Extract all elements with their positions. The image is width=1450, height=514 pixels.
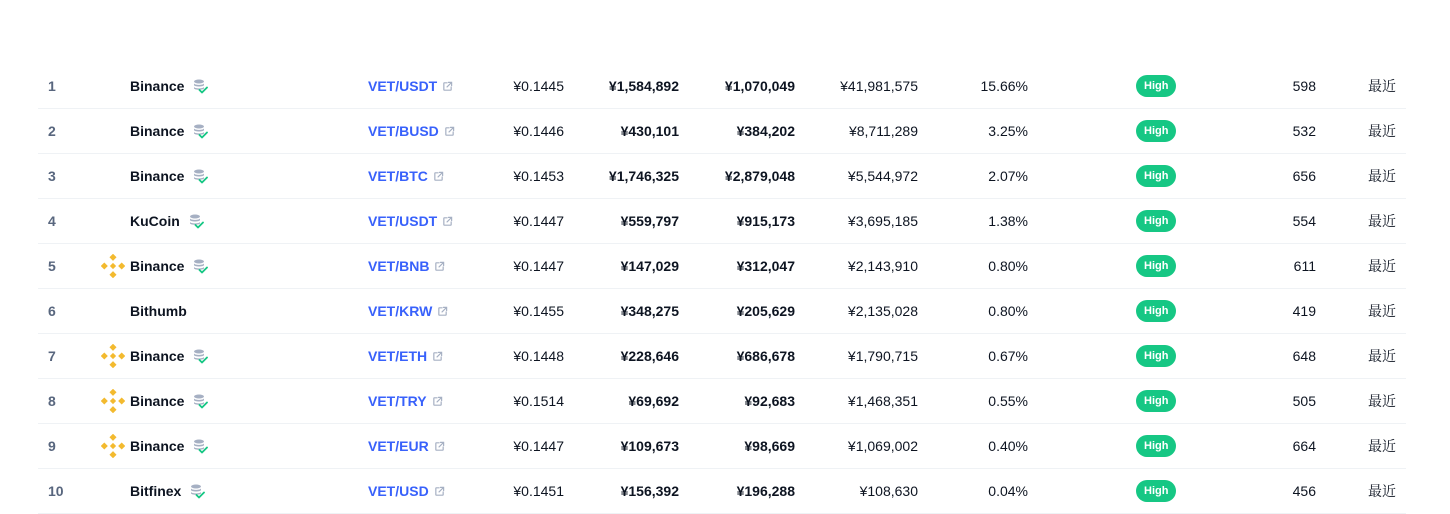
- table-row[interactable]: [38, 424, 1406, 469]
- depth-minus-2: ¥1,070,049: [724, 78, 795, 94]
- price: ¥0.1453: [513, 168, 564, 184]
- updated: 最近: [1368, 438, 1396, 454]
- exchange-logo: [100, 424, 126, 468]
- volume-percent: 1.38%: [988, 213, 1028, 229]
- exchange-logo: [100, 109, 126, 153]
- external-link-icon[interactable]: [434, 261, 445, 272]
- exchange-name[interactable]: Binance: [130, 123, 185, 139]
- external-link-icon[interactable]: [434, 441, 445, 452]
- pair-link[interactable]: VET/BNB: [368, 258, 430, 274]
- pair-cell[interactable]: [368, 289, 448, 333]
- liquidity-score: 611: [1293, 258, 1316, 274]
- liquidity-score: 456: [1292, 483, 1316, 499]
- table-row[interactable]: [38, 379, 1406, 424]
- exchange-cell[interactable]: [130, 244, 208, 288]
- depth-minus-2: ¥92,683: [744, 393, 795, 409]
- external-link-icon[interactable]: [433, 171, 444, 182]
- exchange-name[interactable]: Binance: [130, 438, 185, 454]
- pair-link[interactable]: VET/EUR: [368, 438, 429, 454]
- rank: 8: [48, 393, 56, 409]
- confidence-cell: [1136, 334, 1176, 378]
- exchange-cell[interactable]: [130, 334, 208, 378]
- confidence-cell: [1136, 379, 1176, 423]
- liquidity-score: 554: [1292, 213, 1316, 229]
- price: ¥0.1448: [513, 348, 564, 364]
- confidence-cell: [1136, 64, 1176, 108]
- volume-percent: 0.80%: [988, 303, 1028, 319]
- confidence-badge: High: [1136, 390, 1176, 412]
- volume-percent: 3.25%: [988, 123, 1028, 139]
- pair-link[interactable]: VET/BTC: [368, 168, 428, 184]
- confidence-cell: [1136, 424, 1176, 468]
- liquidity-score: 598: [1292, 78, 1316, 94]
- volume-percent: 15.66%: [980, 78, 1028, 94]
- volume-24h: ¥1,069,002: [847, 438, 918, 454]
- confidence-badge: High: [1136, 165, 1176, 187]
- rank: 6: [48, 303, 56, 319]
- external-link-icon[interactable]: [432, 396, 443, 407]
- updated: 最近: [1368, 348, 1396, 364]
- pair-cell[interactable]: [368, 334, 443, 378]
- pair-cell[interactable]: [368, 199, 453, 243]
- volume-24h: ¥2,135,028: [847, 303, 918, 319]
- table-row[interactable]: [38, 109, 1406, 154]
- confidence-badge: High: [1136, 75, 1176, 97]
- depth-minus-2: ¥2,879,048: [724, 168, 795, 184]
- pair-link[interactable]: VET/BUSD: [368, 123, 439, 139]
- pair-cell[interactable]: [368, 244, 445, 288]
- exchange-name[interactable]: KuCoin: [130, 213, 180, 229]
- external-link-icon[interactable]: [437, 306, 448, 317]
- confidence-cell: [1136, 199, 1176, 243]
- exchange-name[interactable]: Binance: [130, 168, 185, 184]
- binance-logo-icon: [101, 254, 125, 278]
- external-link-icon[interactable]: [434, 486, 445, 497]
- exchange-name[interactable]: Binance: [130, 348, 185, 364]
- volume-percent: 0.40%: [988, 438, 1028, 454]
- depth-minus-2: ¥312,047: [736, 258, 795, 274]
- confidence-badge: High: [1136, 435, 1176, 457]
- pair-cell[interactable]: [368, 379, 443, 423]
- pair-link[interactable]: VET/KRW: [368, 303, 433, 319]
- updated: 最近: [1368, 123, 1396, 139]
- depth-minus-2: ¥98,669: [744, 438, 795, 454]
- depth-plus-2: ¥430,101: [620, 123, 679, 139]
- liquidity-score: 419: [1292, 303, 1316, 319]
- rank: 2: [48, 123, 56, 139]
- external-link-icon[interactable]: [444, 126, 455, 137]
- exchange-cell[interactable]: [130, 64, 208, 108]
- depth-plus-2: ¥559,797: [620, 213, 679, 229]
- volume-24h: ¥8,711,289: [848, 123, 918, 139]
- exchange-logo: [100, 64, 126, 108]
- volume-24h: ¥1,790,715: [847, 348, 918, 364]
- rank: 9: [48, 438, 56, 454]
- price: ¥0.1455: [513, 303, 564, 319]
- markets-table: [38, 64, 1406, 514]
- pair-cell[interactable]: [368, 154, 444, 198]
- proof-of-reserves-icon[interactable]: [192, 348, 208, 364]
- confidence-cell: [1136, 244, 1176, 288]
- proof-of-reserves-icon[interactable]: [192, 78, 208, 94]
- rank: 10: [48, 483, 64, 499]
- table-row[interactable]: [38, 199, 1406, 244]
- confidence-badge: High: [1136, 300, 1176, 322]
- binance-logo-icon: [101, 434, 125, 458]
- rank: 7: [48, 348, 56, 364]
- volume-percent: 0.67%: [988, 348, 1028, 364]
- volume-percent: 0.55%: [988, 393, 1028, 409]
- pair-cell[interactable]: [368, 109, 455, 153]
- volume-24h: ¥1,468,351: [847, 393, 918, 409]
- confidence-badge: High: [1136, 480, 1176, 502]
- rank: 3: [48, 168, 56, 184]
- exchange-name[interactable]: Bithumb: [130, 303, 187, 319]
- liquidity-score: 648: [1292, 348, 1316, 364]
- price: ¥0.1447: [513, 438, 564, 454]
- external-link-icon[interactable]: [432, 351, 443, 362]
- exchange-cell[interactable]: [130, 154, 208, 198]
- binance-logo-icon: [101, 389, 125, 413]
- volume-24h: ¥5,544,972: [847, 168, 918, 184]
- liquidity-score: 664: [1292, 438, 1316, 454]
- depth-minus-2: ¥205,629: [736, 303, 795, 319]
- table-row[interactable]: [38, 154, 1406, 199]
- pair-cell[interactable]: [368, 424, 445, 468]
- volume-percent: 0.80%: [988, 258, 1028, 274]
- depth-plus-2: ¥147,029: [620, 258, 679, 274]
- exchange-logo: [100, 379, 126, 423]
- proof-of-reserves-icon[interactable]: [192, 168, 208, 184]
- external-link-icon[interactable]: [442, 216, 453, 227]
- confidence-cell: [1136, 469, 1176, 513]
- table-row[interactable]: [38, 64, 1406, 109]
- exchange-logo: [100, 199, 126, 243]
- updated: 最近: [1368, 393, 1396, 409]
- price: ¥0.1446: [513, 123, 564, 139]
- price: ¥0.1445: [513, 78, 564, 94]
- volume-24h: ¥3,695,185: [847, 213, 918, 229]
- depth-plus-2: ¥228,646: [620, 348, 679, 364]
- price: ¥0.1447: [513, 258, 564, 274]
- rank: 5: [48, 258, 56, 274]
- depth-plus-2: ¥1,584,892: [608, 78, 679, 94]
- confidence-cell: [1136, 289, 1176, 333]
- volume-24h: ¥108,630: [859, 483, 918, 499]
- updated: 最近: [1368, 483, 1396, 499]
- proof-of-reserves-icon[interactable]: [192, 393, 208, 409]
- liquidity-score: 656: [1292, 168, 1316, 184]
- exchange-cell[interactable]: [130, 199, 204, 243]
- depth-minus-2: ¥384,202: [736, 123, 795, 139]
- exchange-name[interactable]: Binance: [130, 258, 185, 274]
- exchange-logo: [100, 154, 126, 198]
- price: ¥0.1447: [513, 213, 564, 229]
- exchange-name[interactable]: Bitfinex: [130, 483, 182, 499]
- exchange-logo: [100, 334, 126, 378]
- updated: 最近: [1368, 258, 1396, 274]
- depth-minus-2: ¥915,173: [736, 213, 795, 229]
- table-row[interactable]: [38, 244, 1406, 289]
- proof-of-reserves-icon[interactable]: [188, 213, 204, 229]
- confidence-cell: [1136, 109, 1176, 153]
- rank: 4: [48, 213, 56, 229]
- binance-logo-icon: [101, 344, 125, 368]
- table-row[interactable]: [38, 289, 1406, 334]
- exchange-cell[interactable]: [130, 109, 208, 153]
- liquidity-score: 532: [1292, 123, 1316, 139]
- liquidity-score: 505: [1292, 393, 1316, 409]
- confidence-badge: High: [1136, 120, 1176, 142]
- updated: 最近: [1368, 213, 1396, 229]
- updated: 最近: [1368, 303, 1396, 319]
- depth-minus-2: ¥196,288: [736, 483, 795, 499]
- exchange-logo: [100, 244, 126, 288]
- pair-link[interactable]: VET/USDT: [368, 213, 438, 229]
- volume-24h: ¥41,981,575: [840, 78, 918, 94]
- confidence-badge: High: [1136, 255, 1176, 277]
- confidence-cell: [1136, 154, 1176, 198]
- table-row[interactable]: [38, 469, 1406, 514]
- table-row[interactable]: [38, 334, 1406, 379]
- pair-link[interactable]: VET/TRY: [368, 393, 427, 409]
- confidence-badge: High: [1136, 210, 1176, 232]
- exchange-cell[interactable]: [130, 289, 187, 333]
- price: ¥0.1514: [513, 393, 564, 409]
- depth-plus-2: ¥109,673: [620, 438, 679, 454]
- pair-link[interactable]: VET/ETH: [368, 348, 428, 364]
- external-link-icon[interactable]: [442, 81, 453, 92]
- pair-cell[interactable]: [368, 64, 453, 108]
- exchange-cell[interactable]: [130, 424, 208, 468]
- exchange-name[interactable]: Binance: [130, 78, 185, 94]
- exchange-cell[interactable]: [130, 379, 208, 423]
- updated: 最近: [1368, 78, 1396, 94]
- volume-percent: 0.04%: [988, 483, 1028, 499]
- depth-minus-2: ¥686,678: [736, 348, 795, 364]
- exchange-logo: [100, 469, 126, 513]
- pair-link[interactable]: VET/USD: [368, 483, 429, 499]
- pair-cell[interactable]: [368, 469, 445, 513]
- depth-plus-2: ¥69,692: [628, 393, 679, 409]
- depth-plus-2: ¥348,275: [620, 303, 679, 319]
- updated: 最近: [1368, 168, 1396, 184]
- exchange-name[interactable]: Binance: [130, 393, 185, 409]
- pair-link[interactable]: VET/USDT: [368, 78, 438, 94]
- depth-plus-2: ¥1,746,325: [608, 168, 679, 184]
- volume-percent: 2.07%: [988, 168, 1028, 184]
- price: ¥0.1451: [513, 483, 564, 499]
- exchange-cell[interactable]: [130, 469, 205, 513]
- proof-of-reserves-icon[interactable]: [192, 123, 208, 139]
- rank: 1: [48, 78, 56, 94]
- proof-of-reserves-icon[interactable]: [192, 258, 208, 274]
- proof-of-reserves-icon[interactable]: [192, 438, 208, 454]
- depth-plus-2: ¥156,392: [620, 483, 679, 499]
- proof-of-reserves-icon[interactable]: [189, 483, 205, 499]
- confidence-badge: High: [1136, 345, 1176, 367]
- exchange-logo: [100, 289, 126, 333]
- volume-24h: ¥2,143,910: [847, 258, 918, 274]
